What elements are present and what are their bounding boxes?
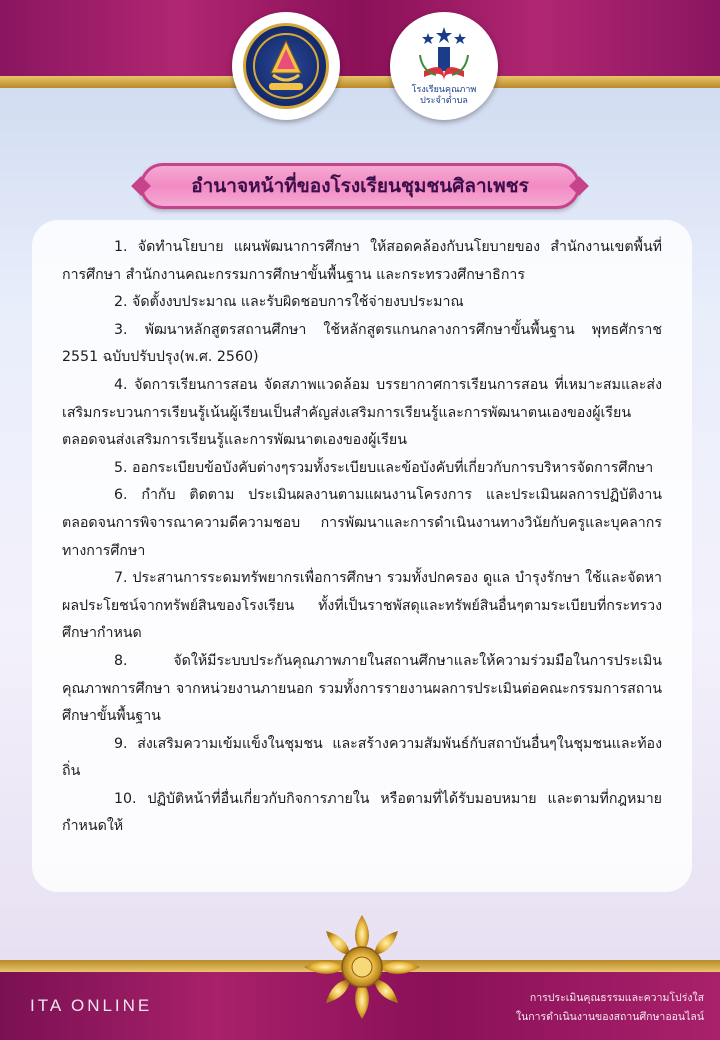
footer-caption-line2: ในการดำเนินงานของสถานศึกษาออนไลน์ xyxy=(515,1011,704,1023)
duty-item-8: 8. จัดให้มีระบบประกันคุณภาพภายในสถานศึกษาและให้ความร่วมมือในการประเมินคุณภาพการศึกษา จากหน่วยงานภายนอก รวมทั้งการรายงานผลการประเมินต่อคณะกรรมการสถานศึกษาขั้นพื้นฐาน xyxy=(62,652,662,725)
school-emblem-icon xyxy=(251,31,321,101)
duty-item-4: 4. จัดการเรียนการสอน จัดสภาพแวดล้อม บรรยากาศการเรียนการสอน ที่เหมาะสมและส่งเสริมกระบวนการเรียนรู้เน้นผู้เรียนเป็นสำคัญส่งเสริมการเรียนรู้และการพัฒนาตนเองของผู้เรียนตลอดจนส่งเสริมการเรียนรู้และการพัฒนาตเองของผู้เรียน xyxy=(62,376,662,449)
ita-online-label: ITA ONLINE xyxy=(30,996,153,1015)
duty-item-6: 6. กำกับ ติดตาม ประเมินผลงานตามแผนงานโครงการ และประเมินผลการปฏิบัติงาน ตลอดจนการพิจารณาความดีความชอบ การพัฒนาและการดำเนินงานทางวินัยกับครูและบุคลากรทางการศึกษา xyxy=(62,487,662,559)
school-emblem-logo xyxy=(232,12,340,120)
star-book-icon xyxy=(414,25,474,83)
logo-caption-line1: โรงเรียนคุณภาพ xyxy=(411,85,477,95)
logo-caption-line2: ประจำตำบล xyxy=(420,96,468,106)
top-gold-stripe xyxy=(0,76,720,88)
thai-flower-ornament-icon xyxy=(300,912,424,1022)
duties-content-box xyxy=(32,220,692,892)
quality-school-logo xyxy=(390,12,498,120)
duty-item-5: 5. ออกระเบียบข้อบังคับต่างๆรวมทั้งระเบียบและข้อบังคับที่เกี่ยวกับการบริหารจัดการศึกษา xyxy=(114,459,654,476)
duty-item-3: 3. พัฒนาหลักสูตรสถานศึกษา ใช้หลักสูตรแกนกลางการศึกษาขั้นพื้นฐาน พุทธศักราช 2551 ฉบับปรับปรุง(พ.ศ. 2560) xyxy=(62,321,662,366)
page-title: อำนาจหน้าที่ของโรงเรียนชุมชนศิลาเพชร xyxy=(191,175,529,197)
top-header-band xyxy=(0,0,720,76)
footer-caption-line1: การประเมินคุณธรรมและความโปร่งใส xyxy=(529,992,704,1004)
duty-item-2: 2. จัดตั้งงบประมาณ และรับผิดชอบการใช้จ่ายงบประมาณ xyxy=(114,294,464,311)
duty-item-9: 9. ส่งเสริมความเข้มแข็งในชุมชน และสร้างความสัมพันธ์กับสถาบันอื่นๆในชุมชนและท้องถิ่น xyxy=(62,735,662,780)
duty-item-7: 7. ประสานการระดมทรัพยากรเพื่อการศึกษา รวมทั้งปกครอง ดูแล บำรุงรักษา ใช้และจัดหาผลประโยชน์จากทรัพย์สินของโรงเรียน ทั้งที่เป็นราชพัสดุและทรัพย์สินอื่นๆตามระเบียบที่กระทรวงศึกษากำหนด xyxy=(62,570,662,642)
footer-caption xyxy=(516,989,704,1027)
duty-item-1: 1. จัดทำนโยบาย แผนพัฒนาการศึกษา ให้สอดคล้องกับนโยบายของ สำนักงานเขตพื้นที่การศึกษา สำนักงานคณะกรรมการศึกษาขั้นพื้นฐาน และกระทรวงศึกษาธิการ xyxy=(62,239,662,283)
duty-item-10: 10. ปฏิบัติหน้าที่อื่นเกี่ยวกับกิจการภายใน หรือตามที่ได้รับมอบหมาย และตามที่กฎหมายกำหนดให้ xyxy=(62,790,662,835)
title-banner xyxy=(140,163,580,209)
